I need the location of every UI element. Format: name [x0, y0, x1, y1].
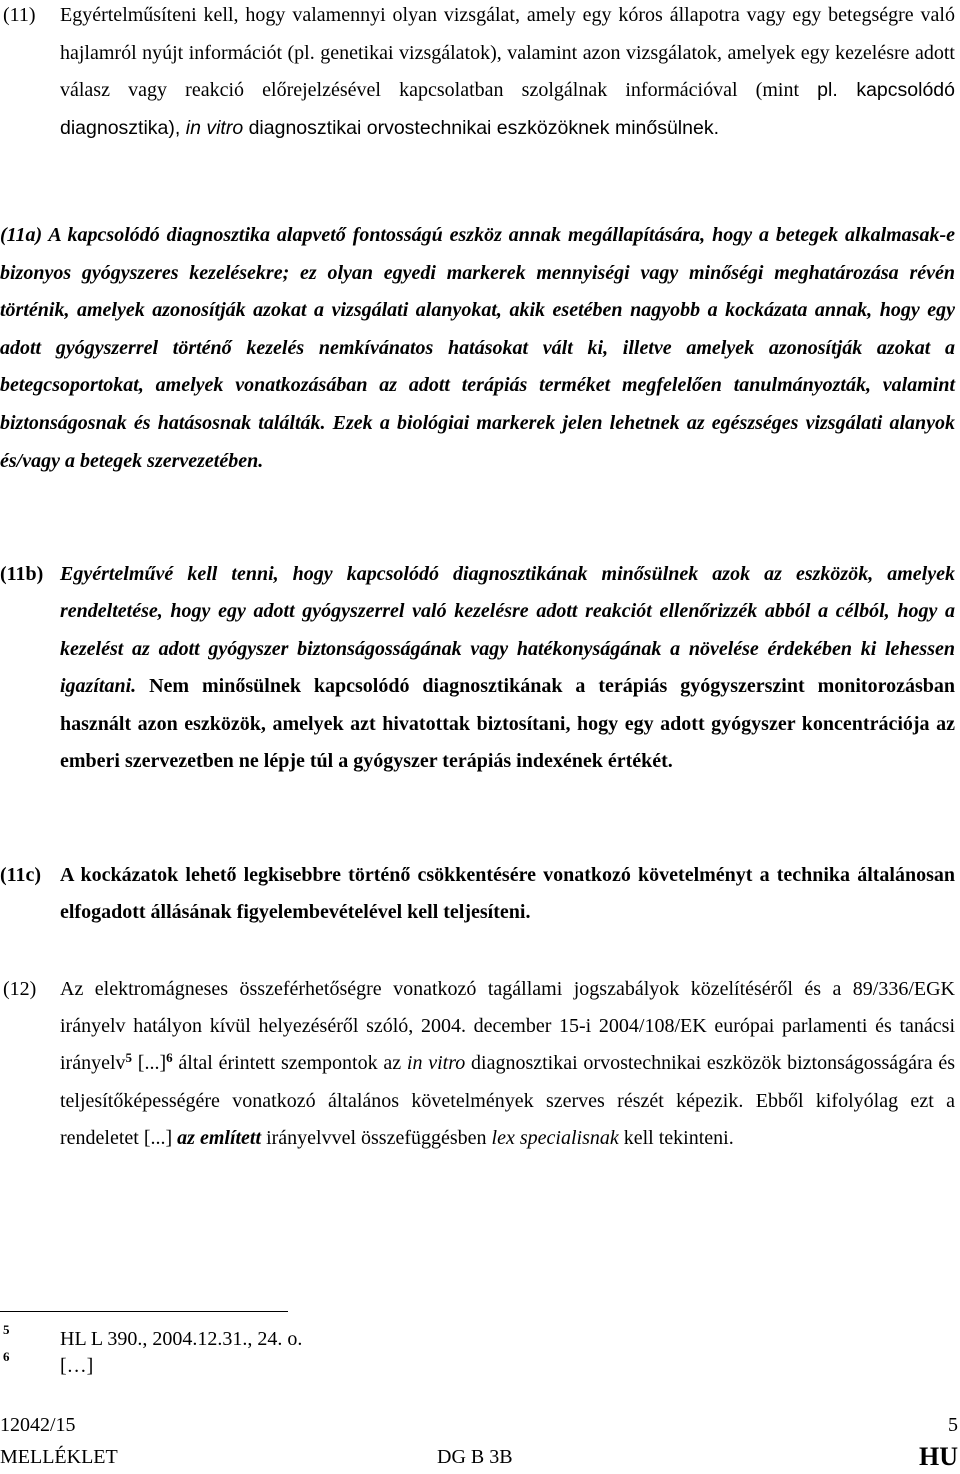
paragraph-text-part: diagnosztikai orvostechnikai eszközöknek minősülnek. [243, 116, 719, 139]
paragraph-text-italic: in vitro [406, 1052, 466, 1075]
document-number: 12042/15 [0, 1414, 76, 1436]
paragraph-number: (11) [3, 4, 36, 26]
footnote-text: […] [60, 1355, 94, 1377]
footnote-mark: 5 [3, 1322, 10, 1337]
paragraph-text-part: pl. kapcsolódó diagnosztika), [60, 79, 955, 139]
directorate-code: DG B 3B [437, 1446, 513, 1468]
footnote-mark: 6 [3, 1349, 10, 1364]
paragraph-text-bold: Nem minősülnek kapcsolódó diagnosztikának a terápiás gyógyszerszint monitorozásban használt azon eszközök, amelyek azt hivatottak biztosítani, hogy egy adott gyógyszer koncentrációja az emberi szervezetben ne lépje túl a gyógyszer terápiás indexének értékét. [60, 675, 955, 773]
paragraph-text [60, 556, 955, 780]
paragraph-text-italic: lex specialisnak [491, 1126, 619, 1149]
paragraph-text-part: Az elektromágneses összeférhetőségre vonatkozó tagállami jogszabályok közelítéséről és a 89/336/EGK irányelv hatályon kívül helyezéséről szóló, 2004. december 15-i 2004/108/EK európai parlamenti és tanácsi irányelv [60, 978, 955, 1075]
language-code: HU [919, 1442, 958, 1471]
annex-label: MELLÉKLET [0, 1446, 118, 1468]
paragraph-number: (11c) [0, 864, 42, 886]
paragraph-text-part: által érintett szempontok az [172, 1052, 407, 1075]
paragraph-text-part: irányelvvel összefüggésben [261, 1126, 492, 1149]
paragraph-text-part: kell tekinteni. [618, 1126, 734, 1149]
paragraph-text-italic: Egyértelművé kell tenni, hogy kapcsolódó diagnosztikának minősülnek azok az eszközök, amelyek rendeltetése, hogy egy adott gyógyszerrel való kezelésre adott reakciót ellenőrizzék abból a célból, hogy a kezelést az adott gyógyszer biztonságosságának vagy hatékonyságának a növelése érdekében ki lehessen igazítani. [60, 563, 955, 698]
paragraph-text: (11a) A kapcsolódó diagnosztika alapvető fontosságú eszköz annak megállapítására, hogy a betegek alkalmasak-e bizonyos gyógyszeres kezelésekre; ez olyan egyedi markerek mennyiségi vagy minőségi meghatározása révén történik, amelyek azonosítják azokat a vizsgálati alanyokat, akik esetében nagyobb a kockázata annak, hogy egy adott gyógyszerrel történő kezelés nemkívánatos hatásokat vált ki, illetve amelyek azonosítják azokat a betegcsoportokat, amelyek vonatkozásában az adott terápiás terméket megfelelően tanulmányozták, valamint biztonságosnak és hatásosnak találták. Ezek a biológiai markerek jelen lehetnek az egészséges vizsgálati alanyok és/vagy a betegek szervezetében. [0, 224, 955, 472]
paragraph-text-bold-italic: az említett [177, 1126, 262, 1149]
paragraph-text-part: diagnosztikai orvostechnikai eszközök biztonságosságára és teljesítőképességére vonatkozó általános követelmények szerves részét képezik. Ebből kifolyólag ezt a rendeletet [...] [60, 1052, 956, 1149]
paragraph-text [60, 971, 955, 1157]
paragraph-text-italic: in vitro [185, 116, 244, 139]
paragraph-11c [0, 857, 960, 932]
paragraph-text: A kockázatok lehető legkisebbre történő csökkentésére vonatkozó követelményt a technika általánosan elfogadott állásának figyelembevételével kell teljesíteni. [60, 864, 955, 924]
paragraph-number: (11b) [0, 563, 44, 585]
footnote-separator [0, 1311, 288, 1312]
paragraph-text-part: [...] [132, 1052, 167, 1075]
paragraph-11 [0, 0, 960, 147]
page-number: 5 [948, 1414, 958, 1436]
paragraph-text [60, 0, 955, 147]
footnote-text: HL L 390., 2004.12.31., 24. o. [60, 1328, 303, 1350]
paragraph-11a [0, 217, 960, 480]
paragraph-text-part: Egyértelműsíteni kell, hogy valamennyi olyan vizsgálat, amely egy kóros állapotra vagy egy betegségre való hajlamról nyújt információt (pl. genetikai vizsgálatok), valamint azon vizsgálatok, amelyek egy kezelésre adott válasz vagy reakció előrejelzésével kapcsolatban szolgálnak információval (mint [60, 4, 955, 102]
paragraph-number: (12) [3, 978, 37, 1000]
footnote-ref: 5 [125, 1050, 133, 1066]
paragraph-12 [0, 971, 960, 1157]
paragraph-11b [0, 556, 960, 780]
footnote-ref: 6 [166, 1050, 173, 1066]
